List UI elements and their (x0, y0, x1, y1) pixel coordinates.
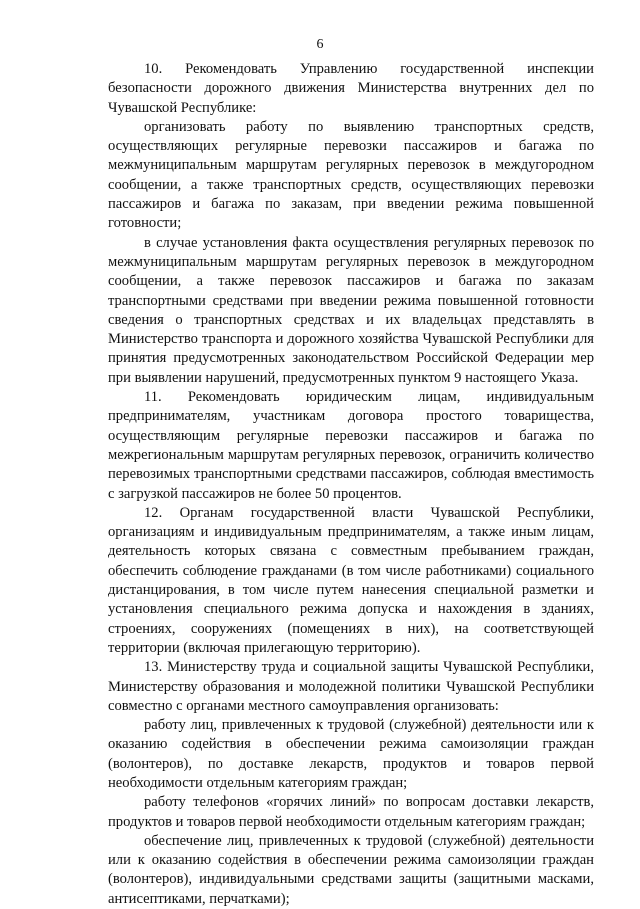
paragraph-13-item-1: работу лиц, привлеченных к трудовой (служебной) деятельности или к оказанию содействия в обеспечении режима самоизоляции граждан (волонтеров), по доставке лекарств, продуктов и товаров первой необходимости отдельным категориям граждан; (108, 717, 594, 791)
paragraph-12: 12. Органам государственной власти Чувашской Республики, организациям и индивидуальным предпринимателям, а также иным лицам, деятельность которых связана с совместным пребыванием граждан, обеспечить соблюдение гражданами (в том числе работниками) социального дистанцирования, в том числе путем нанесения специальной разметки и установления специального режима допуска и нахождения в зданиях, строениях, сооружениях (помещениях в них), на соответствующей территории (включая прилегающую территорию). (108, 504, 594, 656)
paragraph-10-item-2: в случае установления факта осуществления регулярных перевозок по межмуниципальным маршрутам регулярных перевозок в междугородном сообщении, а также перевозок пассажиров и багажа по заказам транспортными средствами при введении режима повышенной готовности сведения о транспортных средствах и их владельцах представлять в Министерство транспорта и дорожного хозяйства Чувашской Республики для принятия предусмотренных законодательством Российской Федерации мер при выявлении нарушений, предусмотренных пунктом 9 настоящего Указа. (108, 234, 594, 386)
page-number: 6 (316, 37, 324, 52)
paragraph-13: 13. Министерству труда и социальной защиты Чувашской Республики, Министерству образования и молодежной политики Чувашской Республики совместно с органами местного самоуправления организовать: (108, 659, 594, 714)
paragraph-13-item-3: обеспечение лиц, привлеченных к трудовой (служебной) деятельности или к оказанию содействия в обеспечении режима самоизоляции граждан (волонтеров), индивидуальными средствами защиты (защитными масками, антисептиками, перчатками); (108, 832, 594, 907)
document-body (108, 60, 594, 909)
paragraph-10: 10. Рекомендовать Управлению государственной инспекции безопасности дорожного движения Министерства внутренних дел по Чувашской Республике: (108, 61, 594, 116)
paragraph-10-item-1: организовать работу по выявлению транспортных средств, осуществляющих регулярные перевозки пассажиров и багажа по межмуниципальным маршрутам регулярных перевозок в междугородном сообщении, а также транспортных средств, осуществляющих перевозки пассажиров и багажа по заказам, при введении режима повышенной готовности; (108, 118, 594, 232)
paragraph-13-item-2: работу телефонов «горячих линий» по вопросам доставки лекарств, продуктов и товаров первой необходимости отдельным категориям граждан; (108, 794, 594, 830)
paragraph-11: 11. Рекомендовать юридическим лицам, индивидуальным предпринимателям, участникам договора простого товарищества, осуществляющим регулярные перевозки пассажиров и багажа по межрегиональным маршрутам регулярных перевозок, ограничить количество перевозимых транспортными средствами пассажиров, соблюдая вместимость с загрузкой пассажиров не более 50 процентов. (108, 389, 594, 502)
